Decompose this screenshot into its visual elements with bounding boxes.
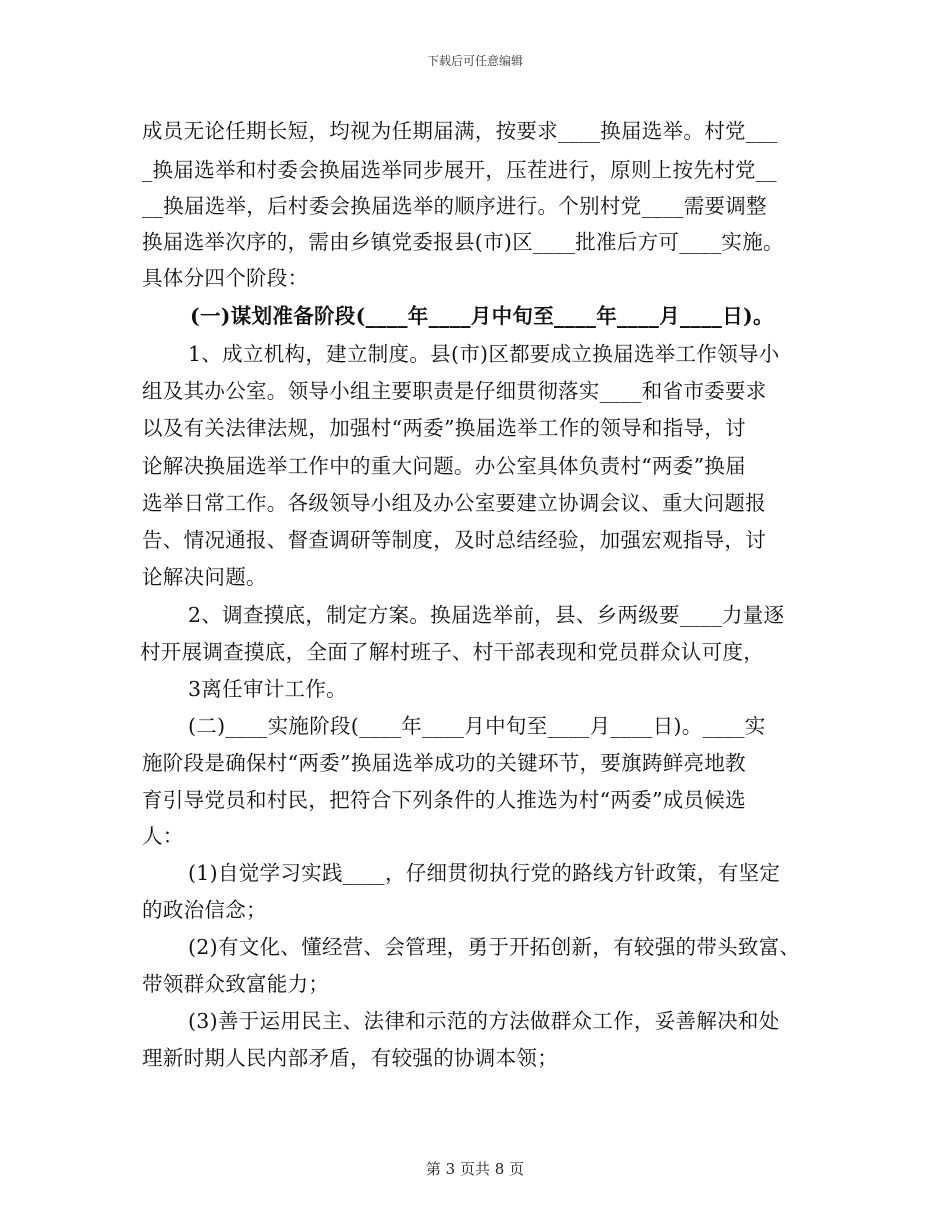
body-line: 带领群众致富能力； [142, 972, 330, 996]
body-line: 以及有关法律法规，加强村“两委”换届选举工作的领导和指导，讨 [142, 416, 746, 440]
body-line: 成员无论任期长短，均视为任期届满，按要求____换届选举。村党___ [142, 119, 778, 143]
body-line: 告、情况通报、督查调研等制度，及时总结经验，加强宏观指导，讨 [142, 528, 766, 552]
body-line: 人： [142, 824, 184, 848]
body-line: 论解决问题。 [142, 565, 267, 589]
body-line: 育引导党员和村民，把符合下列条件的人推选为村“两委”成员候选 [142, 788, 746, 812]
list-item: (2)有文化、懂经营、会管理，勇于开拓创新，有较强的带头致富、 [188, 935, 801, 959]
body-line: 1、成立机构，建立制度。县(市)区都要成立换届选举工作领导小 [188, 342, 780, 366]
body-line: __换届选举，后村委会换届选举的顺序进行。个别村党____需要调整 [142, 194, 767, 218]
body-line: 村开展调查摸底，全面了解村班子、村干部表现和党员群众认可度， [140, 640, 764, 664]
body-line: _换届选举和村委会换届选举同步展开，压茬进行，原则上按先村党__ [142, 158, 777, 182]
section-heading-2: (二)____实施阶段(____年____月中旬至____月____日)。____实 [188, 714, 766, 738]
body-line: 组及其办公室。领导小组主要职责是仔细贯彻落实____和省市委要求 [142, 379, 767, 403]
page-footer: 第 3 页共 8 页 [425, 1160, 525, 1178]
section-heading-1: (一)谋划准备阶段(____年____月中旬至____年____月____日)。 [190, 304, 774, 328]
body-line: 理新时期人民内部矛盾，有较强的协调本领； [142, 1046, 558, 1070]
body-line: 施阶段是确保村“两委”换届选举成功的关键环节，要旗踌鲜亮地教 [142, 751, 746, 775]
body-line: 论解决换届选举工作中的重大问题。办公室具体负责村“两委”换届 [142, 454, 746, 478]
body-line: 3离任审计工作。 [188, 677, 347, 701]
body-line: 的政治信念； [142, 898, 267, 922]
page-header: 下载后可任意编辑 [426, 54, 523, 68]
list-item: (1)自觉学习实践____，仔细贯彻执行党的路线方针政策，有坚定 [188, 861, 781, 885]
body-line: 具体分四个阶段： [142, 266, 309, 290]
list-item: (3)善于运用民主、法律和示范的方法做群众工作，妥善解决和处 [188, 1009, 780, 1033]
body-line: 选举日常工作。各级领导小组及办公室要建立协调会议、重大问题报 [142, 491, 766, 515]
body-line: 2、调查摸底，制定方案。换届选举前，县、乡两级要____力量逐 [188, 603, 785, 627]
body-line: 换届选举次序的，需由乡镇党委报县(市)区____批准后方可____实施。 [142, 230, 784, 254]
